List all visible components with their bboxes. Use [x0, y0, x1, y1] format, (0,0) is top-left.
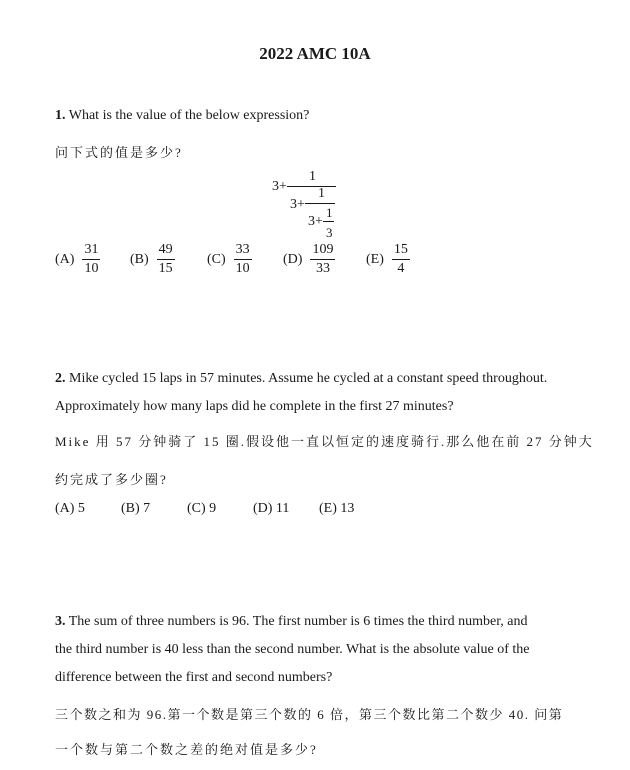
choice-c: (C) $\frac{33}{10}$ [207, 242, 250, 276]
question-3-zh-line1: 三个数之和为 96.第一个数是第三个数的 6 倍，第三个数比第二个数少 40. 问第 [55, 707, 564, 722]
expr-outer-num: 1 [309, 169, 316, 184]
expr-inner-num: 1 [326, 205, 333, 220]
choice-b: (B) 7 [121, 501, 151, 516]
question-3-line1: 3. The sum of three numbers is 96. The first number is 6 times the third number, and [55, 614, 528, 629]
question-3-line2: the third number is 40 less than the second number. What is the absolute value of the [55, 642, 530, 657]
question-2-line2: Approximately how many laps did he complete in the first 27 minutes? [55, 399, 454, 414]
expr-inner-den: 3 [326, 225, 333, 240]
expr-mid-int: 3+ [290, 197, 305, 212]
choice-a: (A) $\frac{31}{10}$ [55, 242, 99, 276]
question-text-en: What is the value of the below expression? [68, 108, 310, 123]
question-text-zh: 问下式的值是多少? [55, 145, 183, 160]
expr-outer-int: 3+ [272, 179, 287, 194]
fraction: $\frac{49}{15}$ [158, 242, 173, 276]
fraction-bar [323, 221, 334, 222]
choice-a: (A) 5 [55, 501, 85, 516]
fraction: $\frac{33}{10}$ [235, 242, 250, 276]
choice-d: (D) $\frac{109}{33}$ [283, 242, 334, 276]
question-number: 3. [55, 614, 66, 629]
document-title: 2022 AMC 10A [259, 44, 371, 63]
question-2-zh-line1: Mike 用 57 分钟骑了 15 圈.假设他一直以恒定的速度骑行.那么他在前 27 分钟大 [55, 434, 594, 449]
question-2-zh-line2: 约完成了多少圈? [55, 472, 168, 487]
choice-c: (C) 9 [187, 501, 217, 516]
question-3-line3: difference between the first and second numbers? [55, 670, 333, 685]
question-2-line1: 2. Mike cycled 15 laps in 57 minutes. Assume he cycled at a constant speed throughout. [55, 371, 548, 386]
fraction: $\frac{15}{4}$ [393, 242, 408, 276]
fraction: $\frac{31}{10}$ [84, 242, 99, 276]
choice-d: (D) 11 [253, 501, 290, 516]
question-3-zh-line2: 一个数与第二个数之差的绝对值是多少? [55, 742, 318, 757]
fraction-bar [305, 203, 335, 204]
question-number: 1. [55, 108, 66, 123]
choice-e: (E) $\frac{15}{4}$ [366, 242, 408, 276]
choice-b: (B) $\frac{49}{15}$ [130, 242, 173, 276]
fraction-bar [287, 186, 336, 187]
expr-inner-int: 3+ [308, 214, 323, 229]
expr-mid-num: 1 [318, 186, 325, 201]
choice-e: (E) 13 [319, 501, 355, 516]
question-1-text [55, 108, 309, 124]
question-number: 2. [55, 371, 66, 386]
fraction: $\frac{109}{33}$ [312, 242, 334, 276]
